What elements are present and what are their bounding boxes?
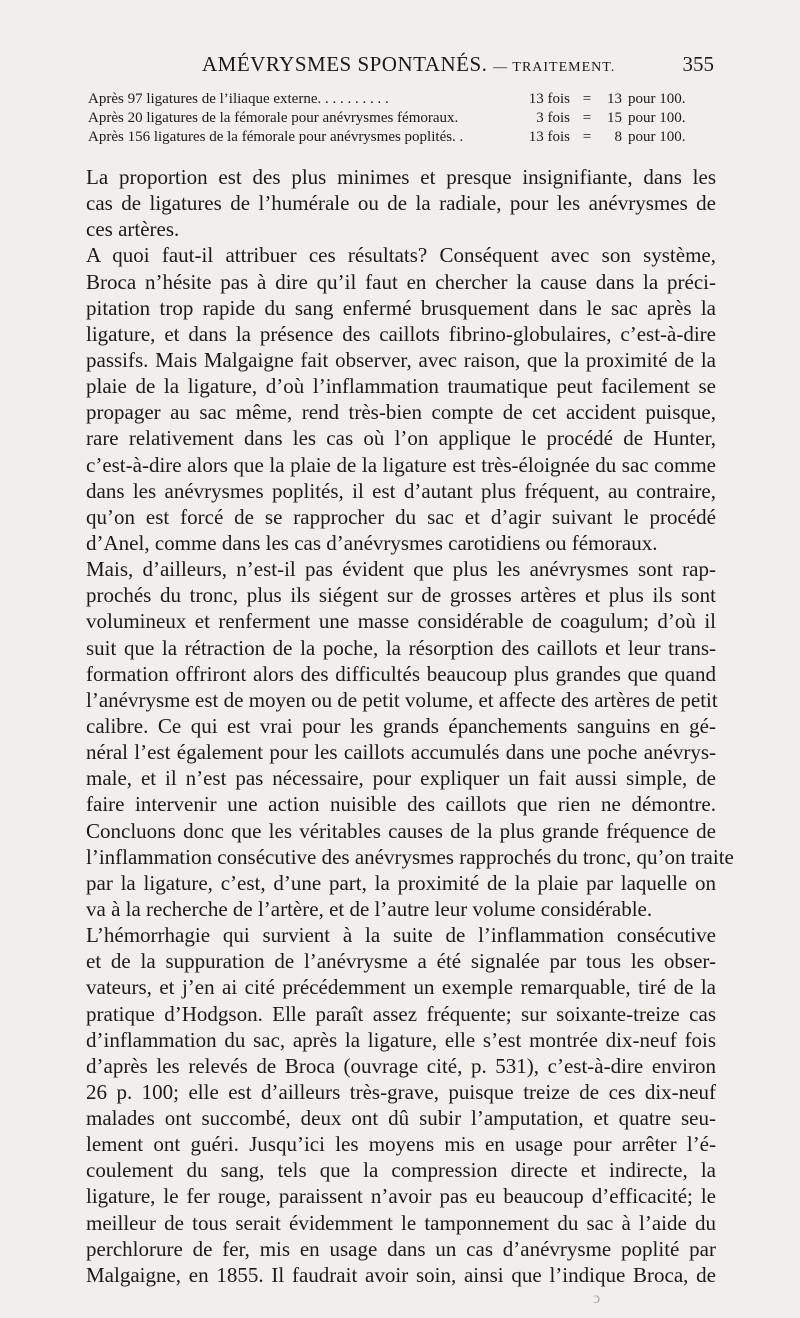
text-line: d’inflammation du sac, après la ligature, elle s’est montrée dix-neuf fois	[86, 1027, 716, 1052]
running-subtitle: — TRAITEMENT.	[493, 60, 616, 75]
stat-value: 13	[607, 91, 622, 107]
statistics-table	[88, 90, 688, 147]
text-line: coulement du sang, tels que la compression directe et indirecte, la	[86, 1158, 716, 1183]
text-line: va à la recherche de l’artère, et de l’autre leur volume considérable.	[86, 896, 653, 921]
stat-unit: pour 100.	[628, 91, 686, 107]
stat-label: Après 97 ligatures de l’iliaque externe. . . . . . . . . .	[88, 91, 389, 107]
text-line: lement ont guéri. Jusqu’ici les moyens mis en usage pour arrêter l’é-	[86, 1132, 716, 1157]
stat-count: 13 fois	[528, 129, 570, 145]
text-line: vateurs, et j’en ai cité précédemment un exemple remarquable, tiré de la	[86, 975, 716, 1000]
text-line: dans les anévrysmes poplités, il est d’autant plus fréquent, au contraire,	[86, 478, 716, 503]
text-line: propager au sac même, rend très-bien compte de cet accident puisque,	[86, 400, 716, 425]
text-line: néral l’est également pour les caillots accumulés dans une poche anévrys-	[86, 740, 716, 765]
text-line: plaie de la ligature, d’où l’inflammation traumatique peut facilement se	[86, 374, 716, 399]
text-line: d’Anel, comme dans les cas d’anévrysmes carotidiens ou fémoraux.	[86, 530, 658, 555]
text-line: rare relativement dans les cas où l’on applique le procédé de Hunter,	[86, 426, 716, 451]
text-line: Malgaigne, en 1855. Il faudrait avoir soin, ainsi que l’indique Broca, de	[86, 1262, 716, 1287]
running-title: AMÉVRYSMES SPONTANÉS. — TRAITEMENT.	[202, 52, 616, 76]
text-line: cas de ligatures de l’humérale ou de la radiale, pour les anévrysmes de	[86, 191, 716, 216]
stat-count: 3 fois	[536, 110, 570, 126]
running-header	[84, 52, 724, 84]
margin-mark: ↄ	[593, 1290, 601, 1307]
text-line: A quoi faut-il attribuer ces résultats? Conséquent avec son système,	[86, 243, 716, 268]
text-line: calibre. Ce qui est vrai pour les grands épanchements sanguins en gé-	[86, 713, 716, 738]
text-line: L’hémorrhagie qui survient à la suite de l’inflammation consécutive	[86, 923, 716, 948]
text-line: l’anévrysme est de moyen ou de petit volume, et affecte des artères de petit	[86, 687, 718, 712]
stat-value: 8	[614, 129, 622, 145]
stat-equals: =	[582, 91, 592, 107]
text-line: male, et il n’est pas nécessaire, pour expliquer un fait aussi simple, de	[86, 766, 716, 791]
text-line: ces artères.	[86, 217, 180, 242]
text-line: volumineux et renferment une masse considérable de coagulum; d’où il	[86, 609, 716, 634]
stat-unit: pour 100.	[628, 129, 686, 145]
text-line: ligature, et dans la présence des caillots fibrino-globulaires, c’est-à-dire	[86, 321, 716, 346]
stat-label: Après 20 ligatures de la fémorale pour anévrysmes fémoraux.	[88, 110, 459, 126]
text-line: par la ligature, c’est, d’une part, la proximité de la plaie par laquelle on	[86, 870, 716, 895]
text-line: ligature, le fer rouge, paraissent n’avoir pas eu beaucoup d’efficacité; le	[86, 1184, 716, 1209]
statistics-row	[88, 128, 688, 147]
body-text	[86, 164, 734, 1288]
text-line: prochés du tronc, plus ils siégent sur de grosses artères et plus ils sont	[86, 583, 716, 608]
text-line: 26 p. 100; elle est d’ailleurs très-grave, puisque treize de ces dix-neuf	[86, 1079, 716, 1104]
stat-label: Après 156 ligatures de la fémorale pour anévrysmes poplités. .	[88, 129, 464, 145]
text-line: formation offriront alors des difficultés beaucoup plus grandes que quand	[86, 661, 716, 686]
text-line: meilleur de tous serait évidemment le tamponnement du sac à l’aide du	[86, 1210, 716, 1235]
stat-count: 13 fois	[528, 91, 570, 107]
text-line: Mais, d’ailleurs, n’est-il pas évident que plus les anévrysmes sont rap-	[86, 557, 716, 582]
stat-equals: =	[582, 110, 592, 126]
text-line: pratique d’Hodgson. Elle paraît assez fréquente; sur soixante-treize cas	[86, 1001, 716, 1026]
stat-equals: =	[582, 129, 592, 145]
text-line: malades ont succombé, deux ont dû subir l’amputation, et quatre seu-	[86, 1106, 716, 1131]
text-line: Concluons donc que les véritables causes de la plus grande fréquence de	[86, 818, 716, 843]
text-line: Broca n’hésite pas à dire qu’il faut en chercher la cause dans la préci-	[86, 269, 716, 294]
text-line: c’est-à-dire alors que la plaie de la ligature est très-éloignée du sac comme	[86, 452, 716, 477]
text-line: suit que la rétraction de la poche, la résorption des caillots et leur trans-	[86, 635, 716, 660]
text-line: qu’on est forcé de se rapprocher du sac et d’agir suivant le procédé	[86, 504, 716, 529]
text-line: La proportion est des plus minimes et presque insignifiante, dans les	[86, 165, 716, 189]
text-line: d’après les relevés de Broca (ouvrage cité, p. 531), c’est-à-dire environ	[86, 1053, 716, 1078]
page-number: 355	[682, 52, 714, 76]
text-line: faire intervenir une action nuisible des caillots que rien ne démontre.	[86, 792, 716, 817]
text-line: passifs. Mais Malgaigne fait observer, avec raison, que la proximité de la	[86, 347, 716, 372]
text-line: perchlorure de fer, mis en usage dans un cas d’anévrysme poplité par	[86, 1236, 716, 1261]
text-line: pitation trop rapide du sang enfermé brusquement dans le sac après la	[86, 295, 716, 320]
stat-value: 15	[607, 110, 622, 126]
stat-unit: pour 100.	[628, 110, 686, 126]
text-line: l’inflammation consécutive des anévrysmes rapprochés du tronc, qu’on traite	[86, 844, 734, 869]
text-line: et de la suppuration de l’anévrysme a été signalée par tous les obser-	[86, 949, 716, 974]
statistics-row	[88, 90, 688, 109]
statistics-row	[88, 109, 688, 128]
